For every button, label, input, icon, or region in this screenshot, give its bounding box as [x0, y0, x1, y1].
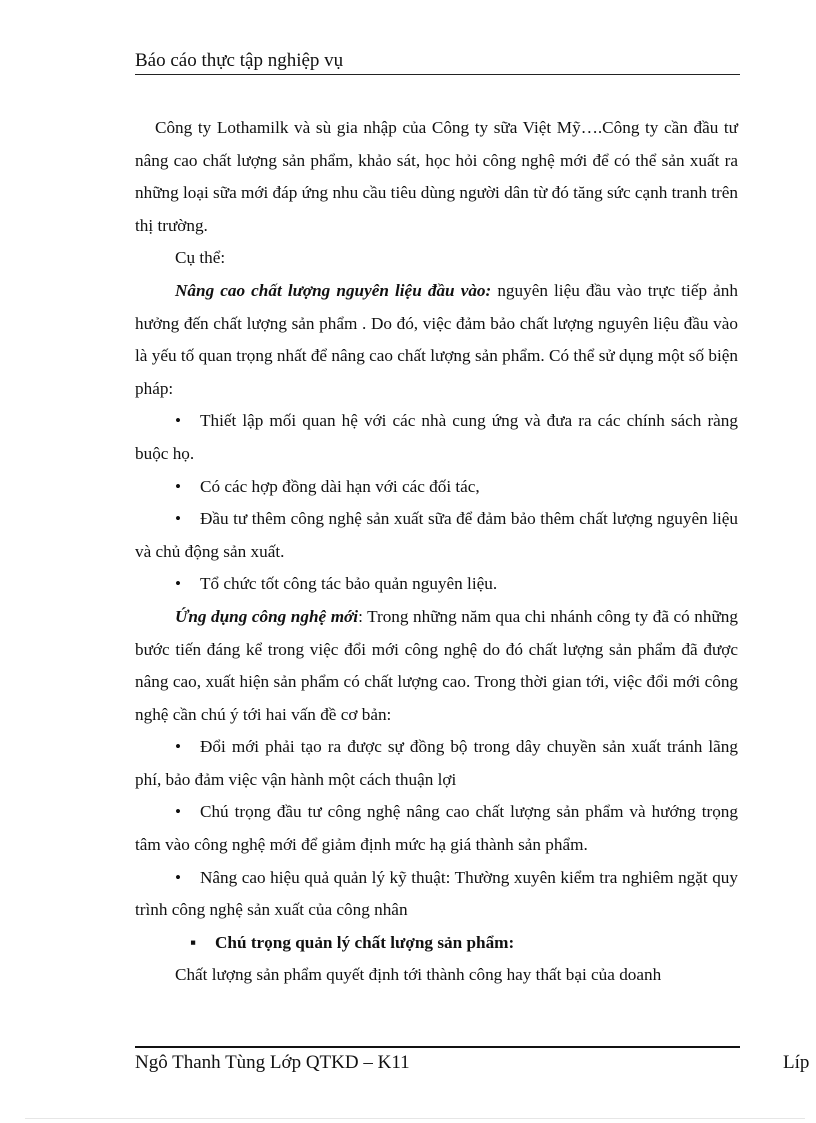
cong-nghe-heading: Ứng dụng công nghệ mới: [175, 606, 359, 626]
nguyen-lieu-heading: Nâng cao chất lượng nguyên liệu đầu vào:: [175, 280, 492, 300]
list-item: • Đầu tư thêm công nghệ sản xuất sữa để đảm bảo thêm chất lượng nguyên liệu và chủ động sản xuất.: [135, 503, 738, 568]
closing-paragraph: Chất lượng sản phẩm quyết định tới thành công hay thất bại của doanh: [175, 965, 662, 985]
list-item: • Chú trọng đầu tư công nghệ nâng cao chất lượng sản phẩm và hướng trọng tâm vào công nghệ mới để giảm định mức hạ giá thành sản phẩm.: [135, 796, 738, 861]
footer-divider: [135, 1046, 740, 1048]
footer-class: Líp: [783, 1052, 810, 1073]
header-title: Báo cáo thực tập nghiệp vụ: [135, 50, 344, 71]
intro-paragraph: Công ty Lothamilk và sù gia nhập của Công ty sữa Việt Mỹ….Công ty cần đầu tư nâng cao chất lượng sản phẩm, khảo sát, học hỏi công nghệ mới để có thể sản xuất ra những loại sữa mới đáp ứng nhu cầu tiêu dùng người dân từ đó tăng sức cạnh tranh trên thị trường.: [135, 118, 738, 235]
page-bottom-divider: [25, 1118, 805, 1119]
bullet-icon: •: [175, 867, 182, 887]
bullet-icon: •: [175, 476, 182, 496]
document-body: [135, 112, 738, 992]
cong-nghe-paragraph: [135, 601, 738, 731]
cu-the-line: Cụ thể:: [175, 248, 226, 268]
cong-nghe-text: : Trong những năm qua chi nhánh công ty đã có những bước tiến đáng kể trong việc đổi mới công nghệ do đó chất lượng sản phẩm đã được nâng cao, xuất hiện sản phẩm có chất lượng cao. Trong thời gian tới, việc đổi mới công nghệ cần chú ý tới hai vấn đề cơ bản:: [135, 606, 738, 724]
nguyen-lieu-text: nguyên liệu đầu vào trực tiếp ảnh hưởng đến chất lượng sản phẩm . Do đó, việc đảm bảo chất lượng nguyên liệu đầu vào là yếu tố quan trọng nhất để nâng cao chất lượng sản phẩm. Có thể sử dụng một số biện pháp:: [135, 280, 738, 398]
bullet-icon: •: [175, 574, 182, 594]
bullet-icon: •: [175, 802, 182, 822]
list-item: • Tổ chức tốt công tác bảo quản nguyên liệu.: [135, 568, 738, 601]
square-bullet-icon: ▪: [190, 932, 197, 952]
bullet-icon: •: [175, 411, 182, 431]
page-header: [135, 50, 740, 75]
list-item: • Nâng cao hiệu quả quản lý kỹ thuật: Thường xuyên kiểm tra nghiêm ngặt quy trình công nghệ sản xuất của công nhân: [135, 862, 738, 927]
list-item: • Có các hợp đồng dài hạn với các đối tác,: [135, 471, 738, 504]
list-item: • Đổi mới phải tạo ra được sự đồng bộ trong dây chuyền sản xuất tránh lãng phí, bảo đảm việc vận hành một cách thuận lợi: [135, 731, 738, 796]
footer-author: Ngô Thanh Tùng Lớp QTKD – K11: [135, 1052, 410, 1073]
bullet-icon: •: [175, 737, 182, 757]
list-item: • Thiết lập mối quan hệ với các nhà cung ứng và đưa ra các chính sách ràng buộc họ.: [135, 405, 738, 470]
bullet-icon: •: [175, 509, 182, 529]
square-list-item: ▪ Chú trọng quản lý chất lượng sản phẩm:: [135, 927, 738, 960]
nguyen-lieu-paragraph: [135, 275, 738, 405]
